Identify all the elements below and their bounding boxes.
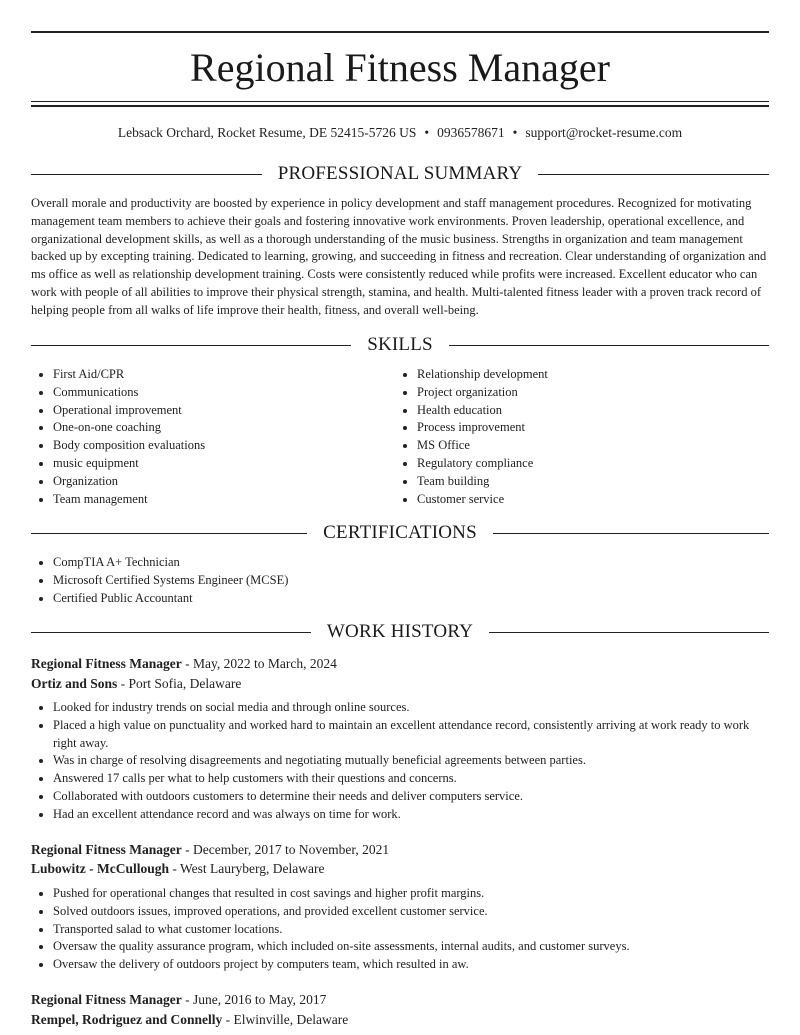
job-duties-list (31, 699, 769, 824)
job-duty: • Pushed for operational changes that resulted in cost savings and higher profit margins. (53, 885, 769, 903)
contact-address: Lebsack Orchard, Rocket Resume, DE 52415-5726 US (117, 125, 417, 140)
skills-list-left (31, 366, 393, 508)
section-heading-summary (31, 162, 769, 186)
job-title: Regional Fitness Manager (31, 842, 182, 857)
section-heading-work-history (31, 620, 769, 644)
job-duty: • Solved outdoors issues, improved operations, and provided excellent customer service. (53, 903, 769, 921)
skill-item: • Relationship development (417, 366, 787, 384)
job-duty: • Was in charge of resolving disagreements and negotiating mutually beneficial agreements between parties. (53, 752, 769, 770)
job-title: Regional Fitness Manager (31, 656, 182, 671)
skills-list-right (395, 366, 787, 508)
section-title: CERTIFICATIONS (323, 522, 477, 543)
certification-item: • Certified Public Accountant (53, 590, 288, 608)
job-company-line (31, 674, 241, 693)
section-title: PROFESSIONAL SUMMARY (277, 163, 523, 184)
contact-phone: 0936578671 (437, 125, 505, 140)
skill-item: • Communications (53, 384, 393, 402)
job-dates: - December, 2017 to November, 2021 (181, 842, 390, 857)
skill-item: • music equipment (53, 455, 393, 473)
job-location: - West Lauryberg, Delaware (169, 861, 325, 876)
skill-item: • First Aid/CPR (53, 366, 393, 384)
contact-email: support@rocket-resume.com (525, 125, 683, 140)
resume-name: Regional Fitness Manager (190, 45, 610, 90)
job-duty: • Collaborated with outdoors customers to determine their needs and deliver computers service. (53, 788, 769, 806)
skill-item: • Health education (417, 402, 787, 420)
section-heading-skills (31, 333, 769, 357)
certifications-list (31, 554, 288, 607)
job-title-line (31, 654, 337, 673)
job-title-line (31, 990, 326, 1009)
skill-item: • Team management (53, 491, 393, 509)
job-company: Lubowitz - McCullough (31, 861, 170, 876)
job-company: Ortiz and Sons (31, 676, 118, 691)
skill-item: • Process improvement (417, 419, 787, 437)
job-title: Regional Fitness Manager (31, 992, 182, 1007)
job-duty: • Answered 17 calls per what to help customers with their questions and concerns. (53, 770, 769, 788)
job-location: - Port Sofia, Delaware (117, 676, 242, 691)
section-title: WORK HISTORY (326, 621, 474, 642)
contact-line (0, 124, 800, 142)
job-duty: • Looked for industry trends on social media and through online sources. (53, 699, 769, 717)
skill-item: • Regulatory compliance (417, 455, 787, 473)
summary-text: Overall morale and productivity are boosted by experience in policy development and staff management procedures. Recognized for motivating management team members to achieve their goals and fostering innovative work environments. Proven leadership, operational excellence, and organizational development skills, as well as a thorough understanding of the music business. Strengths in organization and team management backed up by excepting training. Dedicated to learning, growing, and succeeding in fitness and recreation. Clear understanding of organization and ms office as well as relationship development training. Costs were consistently reduced while profits were increased. Excellent educator who can work with people of all abilities to improve their physical strength, stamina, and health. Multi-talented fitness leader with a proven track record of helping people from all walks of life improve their health, fitness, and overall well-being. (31, 196, 767, 317)
skill-item: • Customer service (417, 491, 787, 509)
top-rule (31, 31, 769, 33)
skill-item: • Operational improvement (53, 402, 393, 420)
skill-item: • Body composition evaluations (53, 437, 393, 455)
job-duty: • Oversaw the quality assurance program, which included on-site assessments, internal audits, and customer surveys. (53, 938, 769, 956)
skill-item: • MS Office (417, 437, 787, 455)
certification-item: • CompTIA A+ Technician (53, 554, 288, 572)
job-company-line (31, 1010, 348, 1029)
section-title: SKILLS (367, 334, 433, 355)
contact-separator: • (512, 125, 518, 140)
job-company: Rempel, Rodriguez and Connelly (31, 1012, 223, 1027)
job-duty: • Placed a high value on punctuality and worked hard to maintain an excellent attendance record, consistently arriving at work ready to work right away. (53, 717, 769, 753)
job-duty: • Transported salad to what customer locations. (53, 921, 769, 939)
certification-item: • Microsoft Certified Systems Engineer (MCSE) (53, 572, 288, 590)
skill-item: • Project organization (417, 384, 787, 402)
skill-item: • Team building (417, 473, 787, 491)
skill-item: • One-on-one coaching (53, 419, 393, 437)
job-location: - Elwinville, Delaware (222, 1012, 349, 1027)
name-rule-lower (31, 105, 769, 107)
job-dates: - May, 2022 to March, 2024 (181, 656, 337, 671)
job-title-line (31, 840, 389, 859)
job-duty: • Oversaw the delivery of outdoors project by computers team, which resulted in aw. (53, 956, 769, 974)
job-duties-list (31, 885, 769, 974)
job-dates: - June, 2016 to May, 2017 (181, 992, 327, 1007)
name-rule-upper (31, 101, 769, 102)
job-company-line (31, 859, 325, 878)
contact-separator: • (424, 125, 430, 140)
skill-item: • Organization (53, 473, 393, 491)
section-heading-certifications (31, 521, 769, 545)
job-duty: • Had an excellent attendance record and was always on time for work. (53, 806, 769, 824)
